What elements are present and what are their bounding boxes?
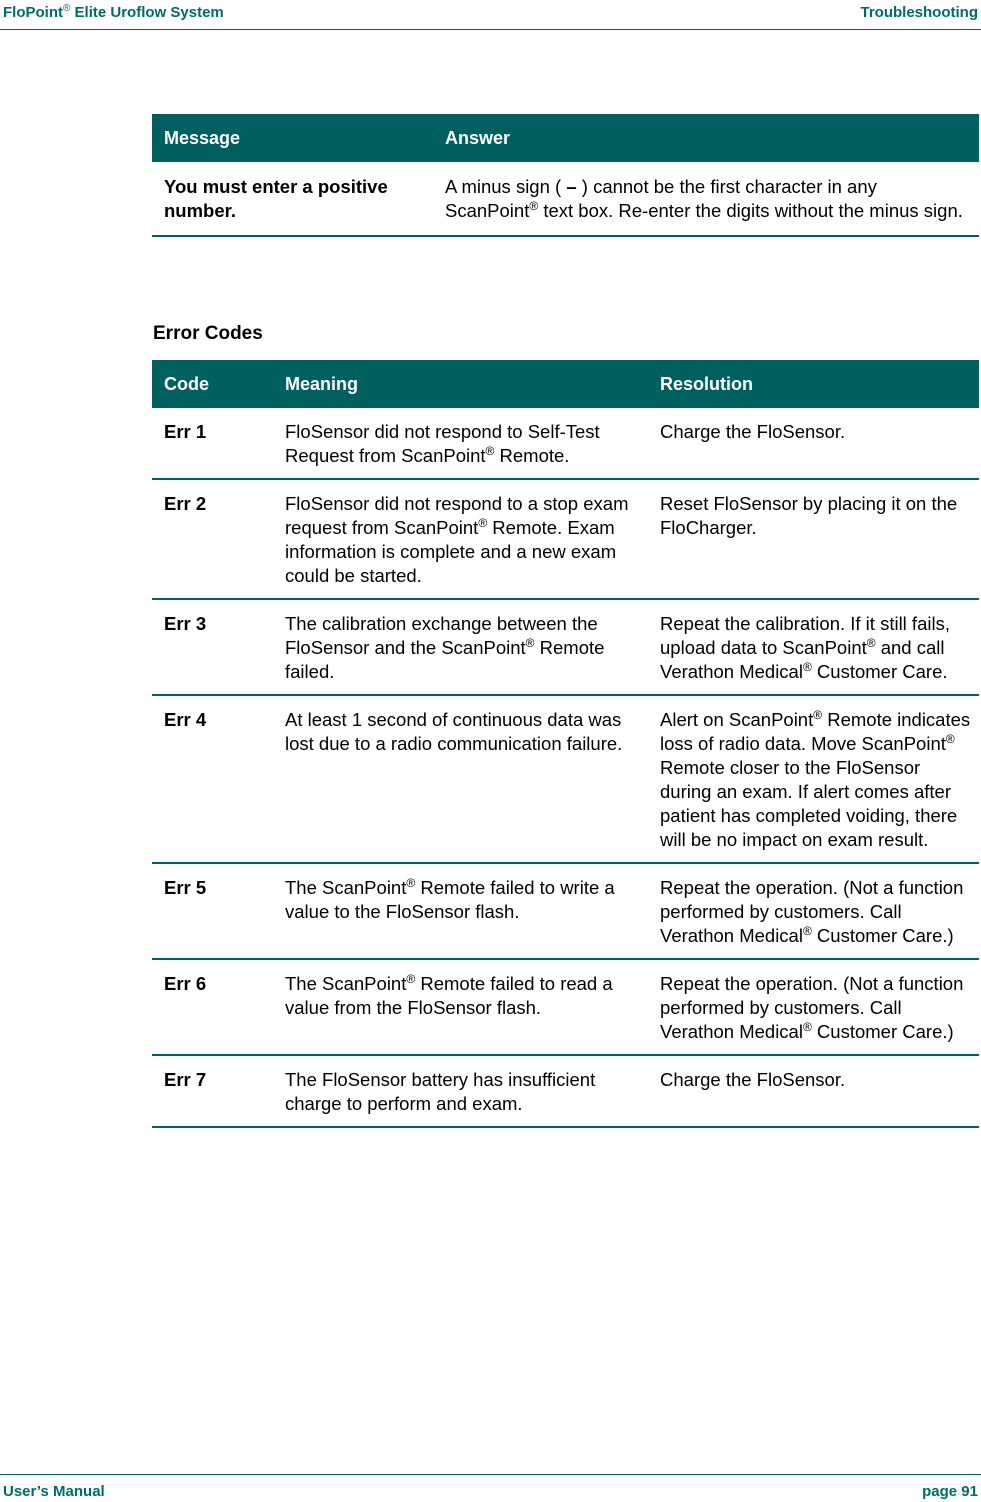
error-meaning: FloSensor did not respond to a stop exam request from ScanPoint® Remote. Exam information is complete and a new exam could be started. xyxy=(273,479,648,599)
header-title xyxy=(3,4,224,21)
table-row xyxy=(152,479,979,599)
error-codes-table xyxy=(152,360,979,1128)
error-resolution: Repeat the calibration. If it still fails, upload data to ScanPoint® and call Verathon Medical® Customer Care. xyxy=(648,599,979,695)
error-code: Err 6 xyxy=(152,959,273,1055)
column-header-meaning: Meaning xyxy=(273,360,648,408)
message-table-header xyxy=(152,114,979,162)
error-code: Err 3 xyxy=(152,599,273,695)
error-code: Err 2 xyxy=(152,479,273,599)
page-header xyxy=(0,0,981,30)
registered-mark: ® xyxy=(529,199,539,213)
error-resolution: Alert on ScanPoint® Remote indicates loss of radio data. Move ScanPoint® Remote closer to the FloSensor during an exam. If alert comes after patient has completed voiding, there will be no impact on exam result. xyxy=(648,695,979,863)
error-resolution: Charge the FloSensor. xyxy=(648,408,979,479)
column-header-answer: Answer xyxy=(433,114,979,162)
error-code: Err 1 xyxy=(152,408,273,479)
error-meaning: The ScanPoint® Remote failed to write a value to the FloSensor flash. xyxy=(273,863,648,959)
column-header-resolution: Resolution xyxy=(648,360,979,408)
footer-manual-label: User’s Manual xyxy=(3,1483,105,1500)
registered-mark: ® xyxy=(63,3,71,14)
page-number: page 91 xyxy=(922,1483,978,1500)
error-meaning: The calibration exchange between the FloSensor and the ScanPoint® Remote failed. xyxy=(273,599,648,695)
error-meaning: The FloSensor battery has insufficient charge to perform and exam. xyxy=(273,1055,648,1127)
header-section: Troubleshooting xyxy=(860,4,978,21)
header-product: Elite Uroflow System xyxy=(70,4,224,21)
error-resolution: Repeat the operation. (Not a function performed by customers. Call Verathon Medical® Customer Care.) xyxy=(648,863,979,959)
error-code: Err 5 xyxy=(152,863,273,959)
message-text: You must enter a positive number. xyxy=(152,162,433,236)
message-table xyxy=(152,114,979,237)
error-code: Err 4 xyxy=(152,695,273,863)
error-meaning: The ScanPoint® Remote failed to read a value from the FloSensor flash. xyxy=(273,959,648,1055)
table-row xyxy=(152,695,979,863)
error-meaning: FloSensor did not respond to Self-Test Request from ScanPoint® Remote. xyxy=(273,408,648,479)
error-resolution: Repeat the operation. (Not a function performed by customers. Call Verathon Medical® Customer Care.) xyxy=(648,959,979,1055)
header-brand: FloPoint xyxy=(3,4,63,21)
section-title-error-codes: Error Codes xyxy=(153,323,263,344)
minus-sign: – xyxy=(566,176,577,197)
error-code: Err 7 xyxy=(152,1055,273,1127)
column-header-message: Message xyxy=(152,114,433,162)
table-row xyxy=(152,959,979,1055)
error-meaning: At least 1 second of continuous data was lost due to a radio communication failure. xyxy=(273,695,648,863)
table-row xyxy=(152,863,979,959)
answer-text: A minus sign ( – ) cannot be the first character in any ScanPoint® text box. Re-enter the digits without the minus sign. xyxy=(433,162,979,236)
error-resolution: Reset FloSensor by placing it on the FloCharger. xyxy=(648,479,979,599)
table-row xyxy=(152,162,979,236)
table-row xyxy=(152,599,979,695)
error-resolution: Charge the FloSensor. xyxy=(648,1055,979,1127)
table-row xyxy=(152,408,979,479)
table-row xyxy=(152,1055,979,1127)
column-header-code: Code xyxy=(152,360,273,408)
error-table-header xyxy=(152,360,979,408)
page-footer xyxy=(0,1474,981,1502)
